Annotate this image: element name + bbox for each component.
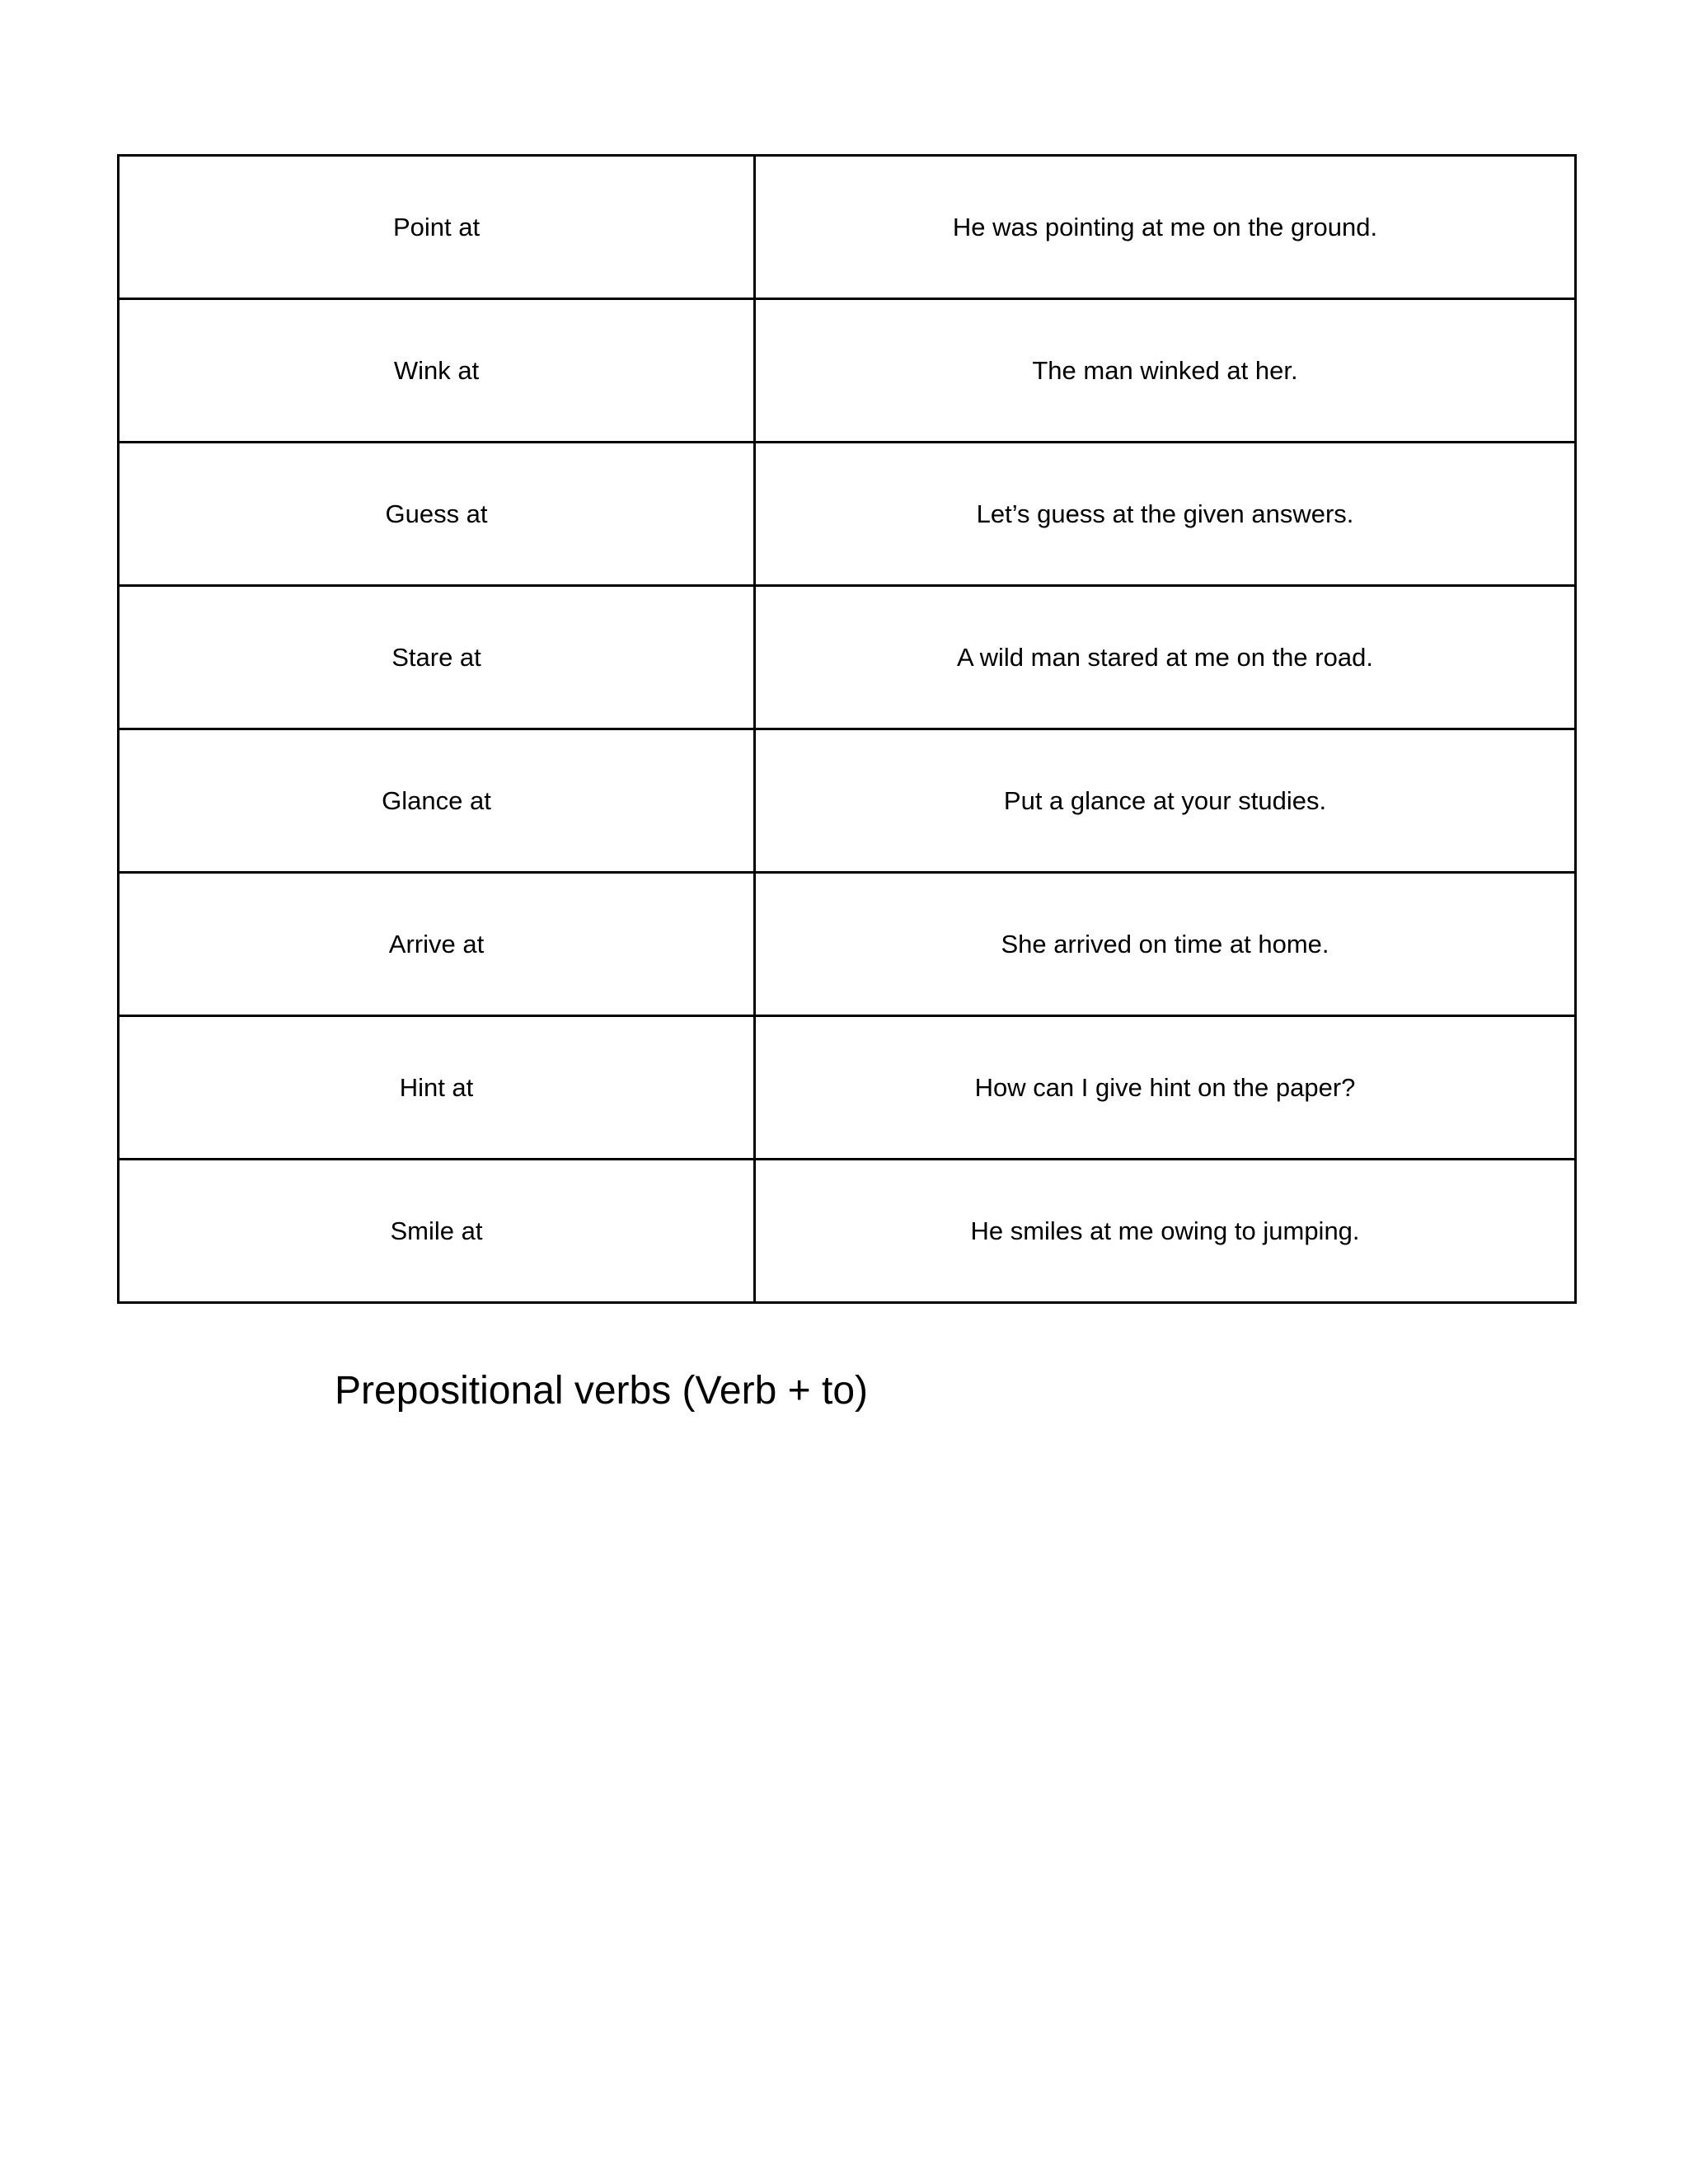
table-row — [119, 586, 1576, 729]
prepositional-verbs-table — [117, 154, 1577, 1304]
table-row — [119, 299, 1576, 443]
example-cell: Put a glance at your studies. — [755, 729, 1576, 873]
example-cell: He was pointing at me on the ground. — [755, 156, 1576, 299]
example-cell: The man winked at her. — [755, 299, 1576, 443]
example-cell: How can I give hint on the paper? — [755, 1016, 1576, 1160]
verb-cell: Wink at — [119, 299, 755, 443]
example-cell: Let’s guess at the given answers. — [755, 443, 1576, 586]
table-row — [119, 873, 1576, 1016]
verb-cell: Guess at — [119, 443, 755, 586]
verb-cell: Point at — [119, 156, 755, 299]
verb-cell: Glance at — [119, 729, 755, 873]
example-cell: She arrived on time at home. — [755, 873, 1576, 1016]
table-row — [119, 729, 1576, 873]
example-cell: A wild man stared at me on the road. — [755, 586, 1576, 729]
verb-cell: Smile at — [119, 1160, 755, 1303]
table-row — [119, 443, 1576, 586]
verb-cell: Hint at — [119, 1016, 755, 1160]
example-cell: He smiles at me owing to jumping. — [755, 1160, 1576, 1303]
section-heading: Prepositional verbs (Verb + to) — [335, 1369, 868, 1413]
table-row — [119, 1016, 1576, 1160]
table-row — [119, 1160, 1576, 1303]
table-row — [119, 156, 1576, 299]
verb-cell: Stare at — [119, 586, 755, 729]
verb-cell: Arrive at — [119, 873, 755, 1016]
